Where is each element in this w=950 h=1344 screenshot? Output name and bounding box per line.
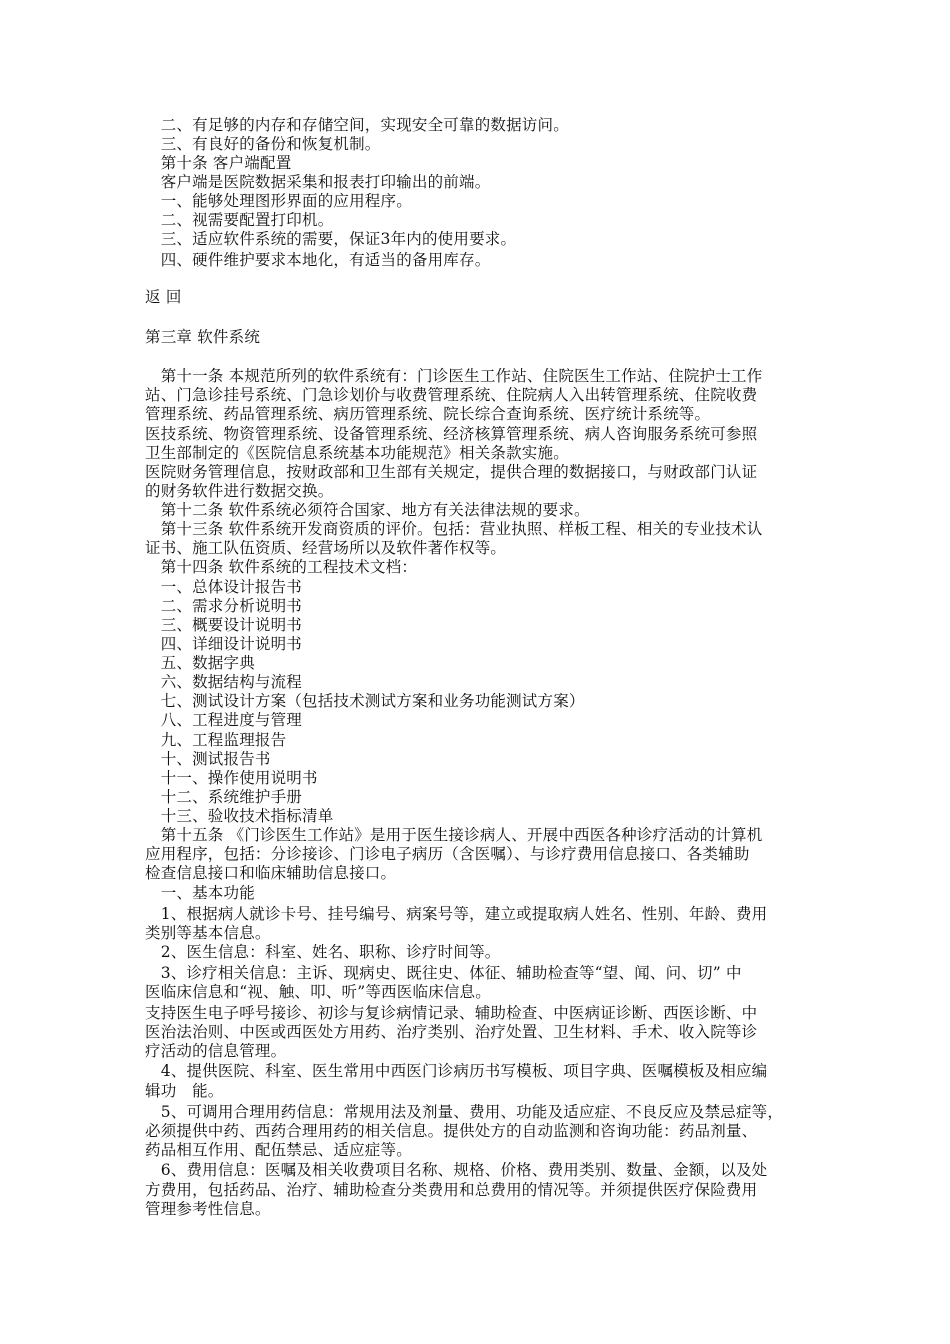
text-line: 管理系统、药品管理系统、病历管理系统、院长综合查询系统、医疗统计系统等。 xyxy=(145,405,711,423)
text-line: 第十四条 软件系统的工程技术文档： xyxy=(145,558,418,576)
text-line: 医技系统、物资管理系统、设备管理系统、经济核算管理系统、病人咨询服务系统可参照 xyxy=(145,425,758,443)
list-item: 十、测试报告书 xyxy=(145,750,271,768)
list-item: 三、概要设计说明书 xyxy=(145,616,303,634)
text-line: 2、医生信息：科室、姓名、职称、诊疗时间等。 xyxy=(145,943,501,961)
text-line: 4、提供医院、科室、医生常用中西医门诊病历书写模板、项目字典、医嘱模板及相应编 xyxy=(145,1062,768,1080)
text-line: 三、有良好的备份和恢复机制。 xyxy=(145,135,381,153)
text-line: 医院财务管理信息，按财政部和卫生部有关规定，提供合理的数据接口，与财政部门认证 xyxy=(145,463,758,481)
text-line: 二、有足够的内存和存储空间，实现安全可靠的数据访问。 xyxy=(145,116,569,134)
text-line: 方费用，包括药品、治疗、辅助检查分类费用和总费用的情况等。并须提供医疗保险费用 xyxy=(145,1181,758,1199)
list-item: 六、数据结构与流程 xyxy=(145,673,303,691)
text-line: 客户端是医院数据采集和报表打印输出的前端。 xyxy=(145,173,491,191)
text-line: 6、费用信息：医嘱及相关收费项目名称、规格、价格、费用类别、数量、金额，以及处 xyxy=(145,1161,768,1179)
list-item: 七、测试设计方案（包括技术测试方案和业务功能测试方案） xyxy=(145,692,585,710)
list-item: 一、总体设计报告书 xyxy=(145,578,303,596)
list-item: 十三、验收技术指标清单 xyxy=(145,807,334,825)
list-item: 四、详细设计说明书 xyxy=(145,635,303,653)
text-line: 支持医生电子呼号接诊、初诊与复诊病情记录、辅助检查、中医病证诊断、西医诊断、中 xyxy=(145,1004,758,1022)
text-line: 三、适应软件系统的需要，保证3年内的使用要求。 xyxy=(145,230,517,248)
text-line: 检查信息接口和临床辅助信息接口。 xyxy=(145,864,397,882)
text-line: 管理参考性信息。 xyxy=(145,1200,271,1218)
list-item: 五、数据字典 xyxy=(145,654,255,672)
list-item: 九、工程监理报告 xyxy=(145,731,287,749)
text-line: 第十五条 《门诊医生工作站》是用于医生接诊病人、开展中西医各种诊疗活动的计算机 xyxy=(145,826,763,844)
text-line: 必须提供中药、西药合理用药的相关信息。提供处方的自动监测和咨询功能：药品剂量、 xyxy=(145,1122,758,1140)
list-item: 八、工程进度与管理 xyxy=(145,711,303,729)
text-line: 四、硬件维护要求本地化，有适当的备用库存。 xyxy=(145,251,491,269)
text-line: 类别等基本信息。 xyxy=(145,924,271,942)
text-line: 1、根据病人就诊卡号、挂号编号、病案号等，建立或提取病人姓名、性别、年龄、费用 xyxy=(145,905,768,923)
list-item: 十二、系统维护手册 xyxy=(145,788,303,806)
text-line: 一、能够处理图形界面的应用程序。 xyxy=(145,192,412,210)
text-line: 的财务软件进行数据交换。 xyxy=(145,482,334,500)
chapter-title: 第三章 软件系统 xyxy=(145,328,261,346)
text-line: 医临床信息和“视、触、叩、听”等西医临床信息。 xyxy=(145,983,491,1001)
text-line: 3、诊疗相关信息：主诉、现病史、既往史、体征、辅助检查等“望、闻、问、切” 中 xyxy=(145,964,742,982)
text-line: 站、门急诊挂号系统、门急诊划价与收费管理系统、住院病人入出转管理系统、住院收费 xyxy=(145,386,758,404)
text-line: 卫生部制定的《医院信息系统基本功能规范》相关条款实施。 xyxy=(145,444,569,462)
text-line: 辑功 能。 xyxy=(145,1082,224,1100)
text-line: 第十二条 软件系统必须符合国家、地方有关法律法规的要求。 xyxy=(145,501,590,519)
text-line: 医治法治则、中医或西医处方用药、治疗类别、治疗处置、卫生材料、手术、收入院等诊 xyxy=(145,1023,758,1041)
text-line: 第十一条 本规范所列的软件系统有：门诊医生工作站、住院医生工作站、住院护士工作 xyxy=(145,367,763,385)
text-line: 证书、施工队伍资质、经营场所以及软件著作权等。 xyxy=(145,539,507,557)
text-line: 一、基本功能 xyxy=(145,884,255,902)
return-link[interactable]: 返 回 xyxy=(145,288,182,306)
list-item: 十一、操作使用说明书 xyxy=(145,769,318,787)
list-item: 二、需求分析说明书 xyxy=(145,597,303,615)
text-line: 5、可调用合理用药信息：常规用法及剂量、费用、功能及适应症、不良反应及禁忌症等， xyxy=(145,1103,784,1121)
section-heading: 第十条 客户端配置 xyxy=(145,154,292,172)
text-line: 二、视需要配置打印机。 xyxy=(145,211,334,229)
text-line: 药品相互作用、配伍禁忌、适应症等。 xyxy=(145,1141,412,1159)
text-line: 第十三条 软件系统开发商资质的评价。包括：营业执照、样板工程、相关的专业技术认 xyxy=(145,520,763,538)
text-line: 疗活动的信息管理。 xyxy=(145,1042,287,1060)
text-line: 应用程序，包括：分诊接诊、门诊电子病历（含医嘱）、与诊疗费用信息接口、各类辅助 xyxy=(145,845,750,863)
